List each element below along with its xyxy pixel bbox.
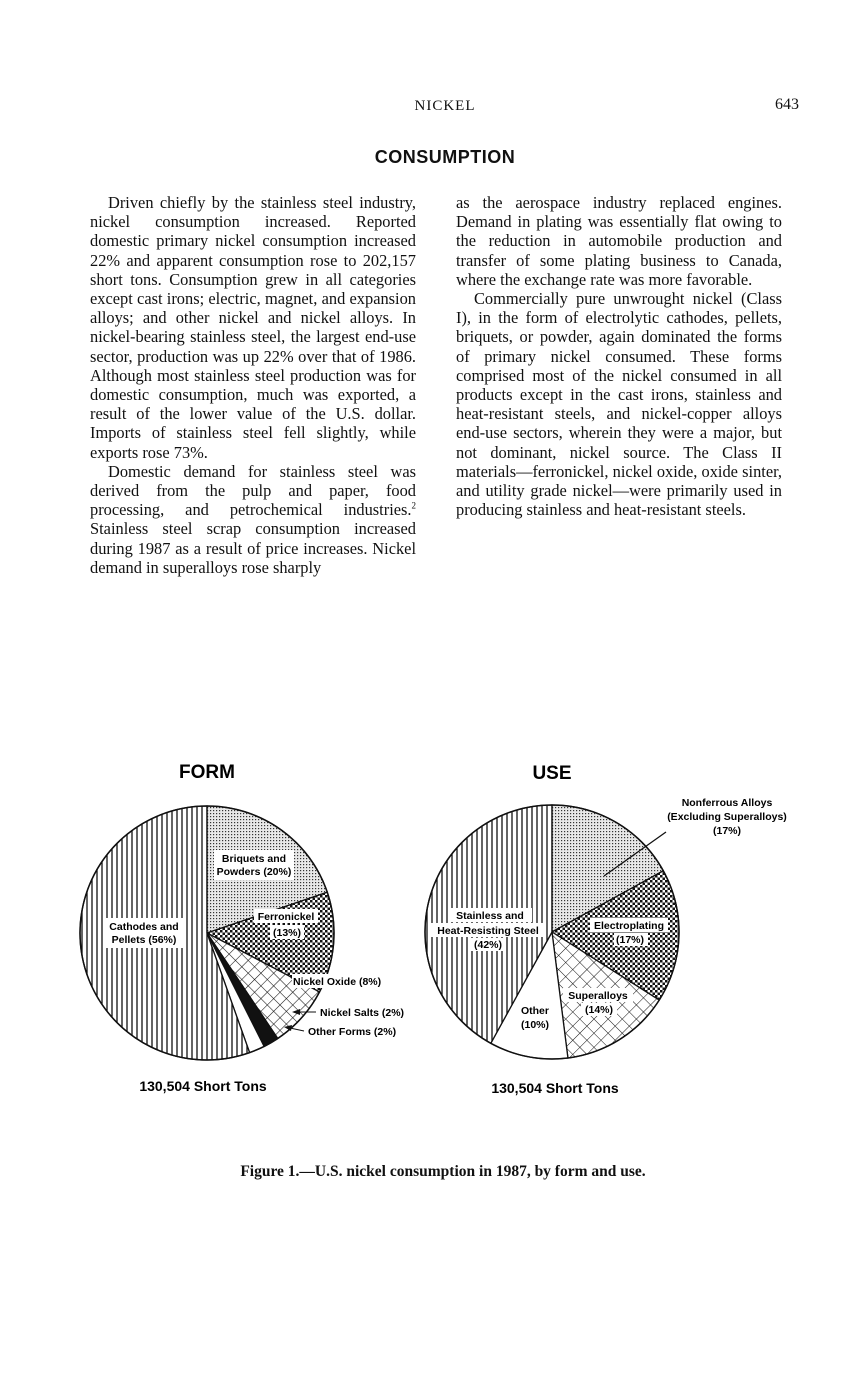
- paragraph: Commercially pure unwrought nickel (Class I), in the form of electrolytic cathodes, pellets, briquets, or powder, again dominated the forms of primary nickel consumed. These forms comprised most of the nickel consumed in all products except in the cast irons, stainless and heat-resistant steels, and nickel-copper alloys end-use sectors, wherein they were a major, but not dominant, nickel source. The Class II materials—ferronickel, nickel oxide, oxide sinter, and utility grade nickel—were primarily used in producing stainless and heat-resistant steels.: [456, 289, 782, 520]
- data-label: Powders (20%): [216, 866, 292, 878]
- paragraph: Driven chiefly by the stainless steel industry, nickel consumption increased. Reported domestic primary nickel consumption increased 22% and apparent consumption rose to 202,157 short tons. Consumption grew in all categories except cast irons; electric, magnet, and expansion alloys; and other nickel and nickel alloys. In nickel-bearing stainless steel, the largest end-use sector, production was up 22% over that of 1986. Although most stainless steel production was for domestic consumption, much was exported, a result of the lower value of the U.S. dollar. Imports of stainless steel fell slightly, while exports rose 73%.: [90, 193, 416, 462]
- section-heading: CONSUMPTION: [374, 147, 516, 167]
- page-number: 643: [775, 96, 799, 113]
- paragraph: as the aerospace industry replaced engines. Demand in plating was essentially flat owing to the reduction in automobile production and transfer of some plating business to Canada, where the exchange rate was more favorable.: [456, 193, 782, 289]
- data-label: Stainless and: [456, 910, 524, 922]
- chart-total: 130,504 Short Tons: [139, 1078, 267, 1094]
- data-label: Other Forms (2%): [308, 1026, 397, 1038]
- data-label: (42%): [473, 939, 503, 951]
- pie-charts-figure: [0, 750, 863, 1150]
- data-label: Heat-Resisting Steel: [437, 925, 539, 937]
- chart-total: 130,504 Short Tons: [491, 1080, 619, 1096]
- figure-caption: Figure 1.—U.S. nickel consumption in 1987, by form and use.: [240, 1163, 646, 1180]
- data-label: (14%): [584, 1004, 614, 1016]
- data-label: Pellets (56%): [111, 934, 177, 946]
- running-title: NICKEL: [414, 98, 476, 114]
- chart-title: USE: [532, 763, 572, 784]
- data-label: Nickel Oxide (8%): [293, 976, 382, 988]
- data-label: (13%): [272, 927, 302, 939]
- chart-title: FORM: [179, 762, 235, 783]
- data-label: Superalloys: [568, 990, 628, 1002]
- right-column: [456, 193, 782, 519]
- data-label: (17%): [615, 934, 645, 946]
- data-label: Cathodes and: [109, 921, 179, 933]
- data-label: (Excluding Superalloys): [667, 811, 787, 823]
- data-label: Nickel Salts (2%): [320, 1007, 405, 1019]
- data-label: (10%): [520, 1019, 550, 1031]
- paragraph: [90, 462, 416, 577]
- paragraph-text: Stainless steel scrap consumption increased during 1987 as a result of price increases. Nickel demand in superalloys rose sharply: [90, 519, 416, 577]
- left-column: [90, 193, 416, 577]
- leader-line: [290, 1028, 304, 1031]
- data-label: (17%): [712, 825, 742, 837]
- data-label: Nonferrous Alloys: [681, 797, 773, 809]
- data-label: Electroplating: [593, 920, 665, 932]
- data-label: Other: [520, 1005, 550, 1017]
- paragraph-text: Domestic demand for stainless steel was derived from the pulp and paper, food processing, and petrochemical industries.: [90, 461, 416, 520]
- data-label: Briquets and: [221, 853, 287, 865]
- data-label: Ferronickel: [257, 911, 315, 923]
- footnote-marker: 2: [411, 500, 416, 511]
